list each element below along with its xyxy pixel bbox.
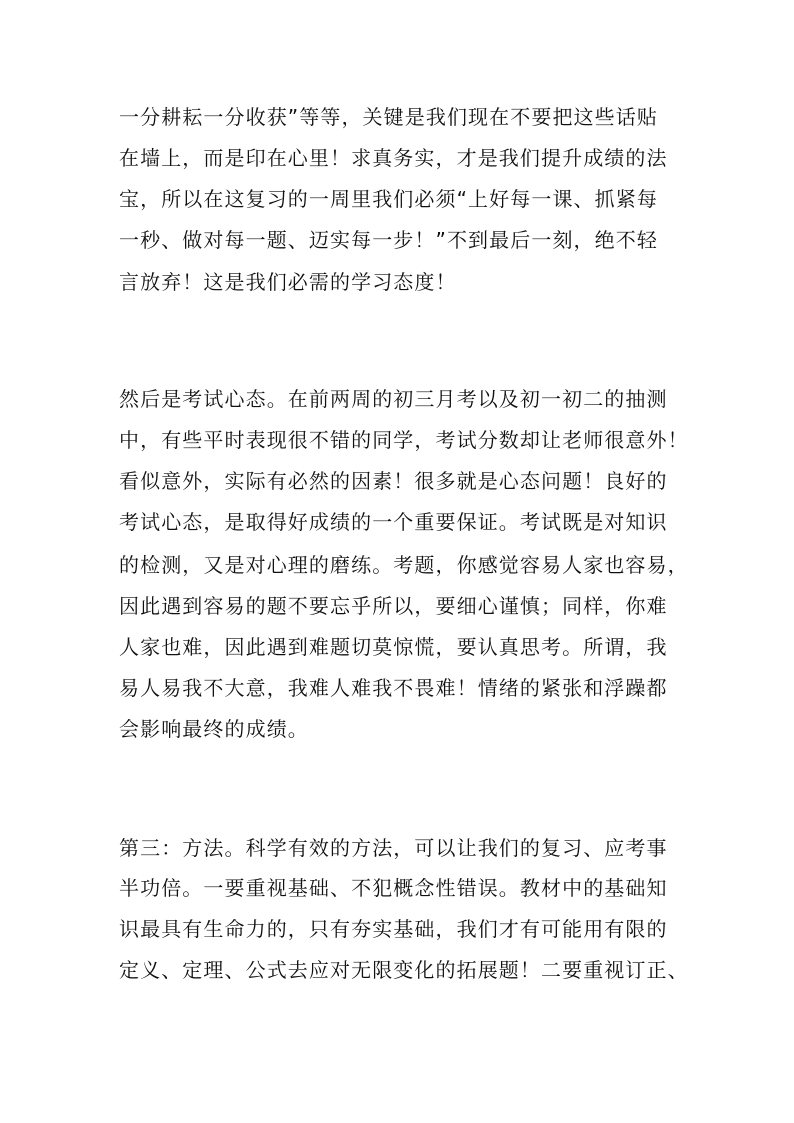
text-line: 一秒、做对每一题、迈实每一步！”不到最后一刻，绝不轻 [119, 228, 658, 252]
text-line: 一分耕耘一分收获”等等，关键是我们现在不要把这些话贴 [119, 105, 658, 129]
text-line: 看似意外，实际有必然的因素！很多就是心态问题！良好的 [119, 469, 668, 493]
text-line: 考试心态，是取得好成绩的一个重要保证。考试既是对知识 [119, 510, 668, 534]
text-line: 在墙上，而是印在心里！求真务实，才是我们提升成绩的法 [119, 146, 668, 170]
text-line: 会影响最终的成绩。 [119, 717, 309, 741]
text-line: 然后是考试心态。在前两周的初三月考以及初一初二的抽测 [119, 387, 668, 411]
text-line: 人家也难，因此遇到难题切莫惊慌，要认真思考。所谓，我 [119, 635, 668, 659]
text-line: 定义、定理、公式去应对无限变化的拓展题！二要重视订正、 [119, 958, 689, 982]
text-line: 第三：方法。科学有效的方法，可以让我们的复习、应考事 [119, 836, 668, 860]
text-line: 宝，所以在这复习的一周里我们必须“上好每一课、抓紧每 [119, 187, 658, 211]
text-line: 半功倍。一要重视基础、不犯概念性错误。教材中的基础知 [119, 876, 668, 900]
text-line: 因此遇到容易的题不要忘乎所以，要细心谨慎；同样，你难 [119, 594, 668, 618]
text-line: 识最具有生命力的，只有夯实基础，我们才有可能用有限的 [119, 917, 668, 941]
text-line: 的检测，又是对心理的磨练。考题，你感觉容易人家也容易， [119, 553, 689, 577]
text-line: 中，有些平时表现很不错的同学，考试分数却让老师很意外！ [119, 428, 689, 452]
text-line: 言放弃！这是我们必需的学习态度！ [119, 270, 457, 294]
text-line: 易人易我不大意，我难人难我不畏难！情绪的紧张和浮躁都 [119, 676, 668, 700]
